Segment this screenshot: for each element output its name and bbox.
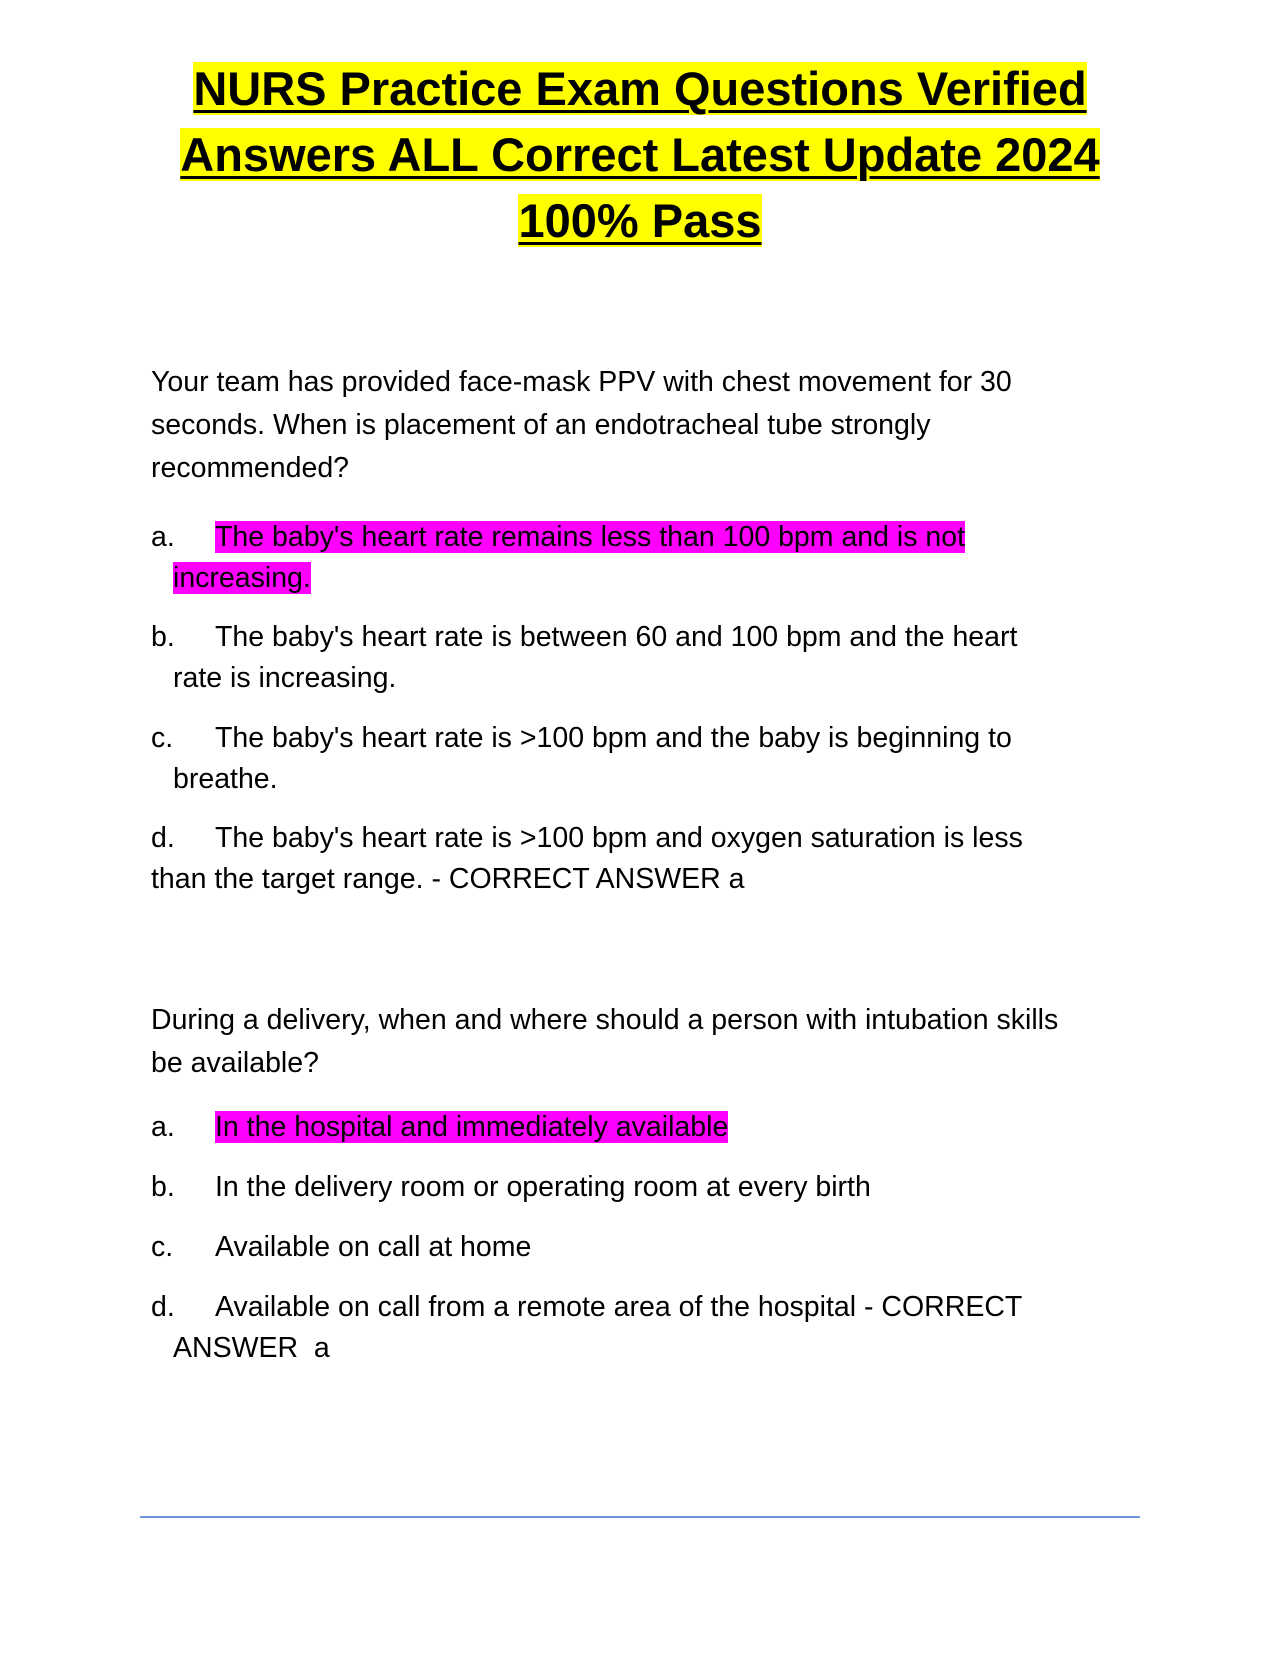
question-2-stem-line: be available? xyxy=(151,1047,319,1079)
title-line-2: Answers ALL Correct Latest Update 2024 xyxy=(180,128,1100,181)
footer-divider xyxy=(140,1516,1140,1518)
question-1-stem-line: recommended? xyxy=(151,452,350,484)
option-letter: a. xyxy=(151,521,175,553)
question-2-option-d xyxy=(151,1287,1151,1369)
question-2-stem-line: During a delivery, when and where should a person with intubation skills xyxy=(151,1004,1059,1036)
document-title xyxy=(140,56,1140,254)
question-1-stem-line: Your team has provided face-mask PPV with chest movement for 30 xyxy=(151,366,1012,398)
option-text: breathe. xyxy=(173,763,278,795)
option-text: rate is increasing. xyxy=(173,662,397,694)
question-1-stem xyxy=(151,361,1151,490)
title-line-3: 100% Pass xyxy=(518,194,762,247)
option-text: The baby's heart rate is >100 bpm and the baby is beginning to xyxy=(215,722,1012,754)
option-letter: c. xyxy=(151,722,174,754)
option-text: In the delivery room or operating room at every birth xyxy=(215,1171,871,1203)
option-text: Available on call from a remote area of the hospital - CORRECT xyxy=(215,1291,1023,1323)
option-text: Available on call at home xyxy=(215,1231,532,1263)
question-2-option-a xyxy=(151,1107,1151,1148)
option-letter: b. xyxy=(151,1171,175,1203)
correct-answer-highlight: increasing. xyxy=(173,562,311,594)
question-1-option-c xyxy=(151,718,1151,800)
option-text-with-answer: ANSWER a xyxy=(173,1332,330,1364)
option-letter: a. xyxy=(151,1111,175,1143)
correct-answer-highlight: The baby's heart rate remains less than 100 bpm and is not xyxy=(215,521,966,553)
option-text-with-answer: than the target range. - CORRECT ANSWER a xyxy=(151,863,745,895)
question-2-option-b xyxy=(151,1167,1151,1208)
title-line-1: NURS Practice Exam Questions Verified xyxy=(193,62,1087,115)
option-text: The baby's heart rate is between 60 and 100 bpm and the heart xyxy=(215,621,1018,653)
question-2-option-c xyxy=(151,1227,1151,1268)
question-1-stem-line: seconds. When is placement of an endotracheal tube strongly xyxy=(151,409,931,441)
question-2-stem xyxy=(151,999,1151,1085)
question-1-option-b xyxy=(151,617,1151,699)
question-1-option-d xyxy=(151,818,1151,900)
option-letter: b. xyxy=(151,621,175,653)
question-1-option-a xyxy=(151,517,1151,599)
option-letter: d. xyxy=(151,1291,175,1323)
option-letter: d. xyxy=(151,822,175,854)
option-letter: c. xyxy=(151,1231,174,1263)
option-text: The baby's heart rate is >100 bpm and oxygen saturation is less xyxy=(215,822,1023,854)
correct-answer-highlight: In the hospital and immediately available xyxy=(215,1111,729,1143)
